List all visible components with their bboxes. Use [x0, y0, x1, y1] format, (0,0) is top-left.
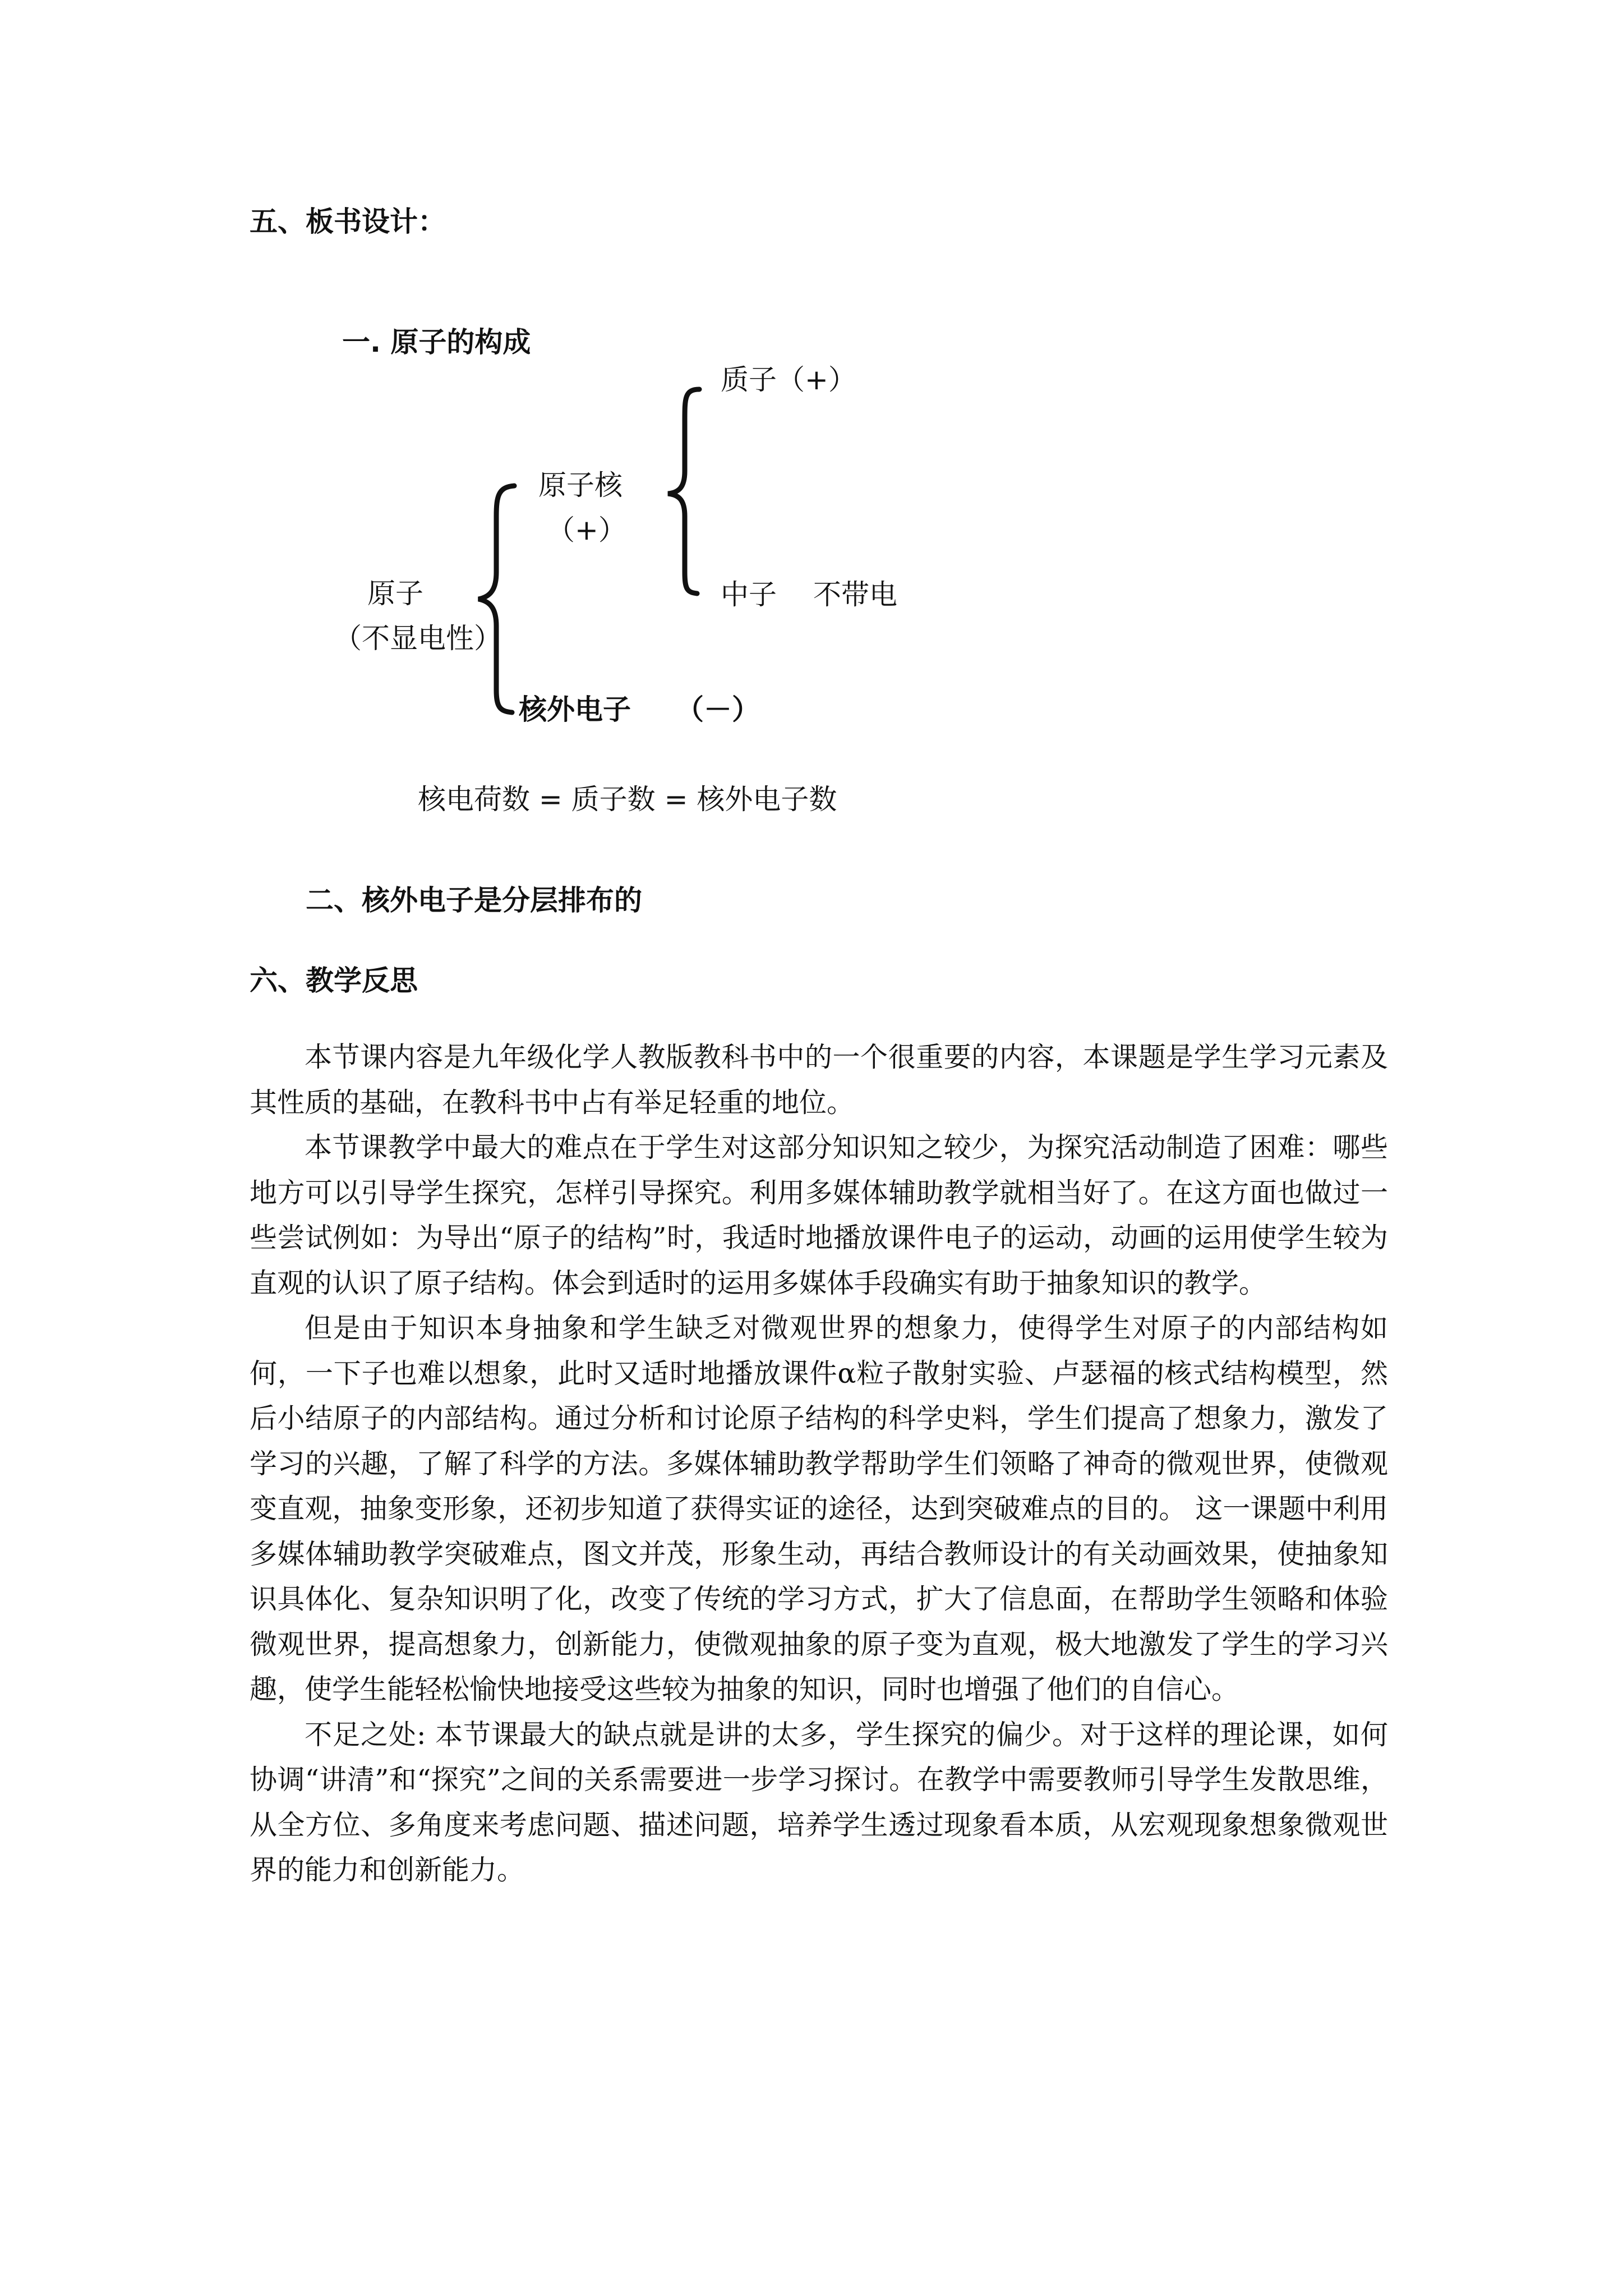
- board-part2-title: 二、核外电子是分层排布的: [306, 884, 642, 917]
- section5-title: 五、板书设计：: [250, 205, 446, 238]
- board-part1-title: 一. 原子的构成: [342, 326, 531, 358]
- section6-title: 六、教学反思: [250, 964, 418, 997]
- nucleus-label: 原子核: [538, 469, 623, 501]
- proton-label: 质子（+）: [721, 364, 856, 396]
- reflection-paragraph: 但是由于知识本身抽象和学生缺乏对微观世界的想象力，使得学生对原子的内部结构如何，一下子也难以想象，此时又适时地播放课件α粒子散射实验、卢瑟福的核式结构模型，然后小结原子的内部结构。通过分析和讨论原子结构的科学史料，学生们提高了想象力，激发了学习的兴趣，了解了科学的方法。多媒体辅助教学帮助学生们领略了神奇的微观世界，使微观变直观，抽象变形象，还初步知道了获得实证的途径，达到突破难点的目的。 这一课题中利用多媒体辅助教学突破难点，图文并茂，形象生动，再结合教师设计的有关动画效果，使抽象知识具体化、复杂知识明了化，改变了传统的学习方式，扩大了信息面，在帮助学生领略和体验微观世界，提高想象力，创新能力，使微观抽象的原子变为直观，极大地激发了学生的学习兴趣，使学生能轻松愉快地接受这些较为抽象的知识，同时也增强了他们的自信心。: [250, 1312, 1388, 1705]
- charge-equation: 核电荷数 = 质子数 = 核外电子数: [418, 783, 837, 816]
- electron-charge-label: （－）: [676, 693, 760, 726]
- reflection-paragraph: 本节课教学中最大的难点在于学生对这部分知识知之较少，为探究活动制造了困难：哪些地方可以引导学生探究，怎样引导探究。利用多媒体辅助教学就相当好了。在这方面也做过一些尝试例如：为导出“原子的结构”时，我适时地播放课件电子的运动，动画的运用使学生较为直观的认识了原子结构。体会到适时的运用多媒体手段确实有助于抽象知识的教学。: [250, 1131, 1388, 1299]
- atom-label: 原子: [367, 577, 423, 610]
- nucleus-brace: [665, 387, 704, 600]
- electron-label: 核外电子: [519, 693, 631, 726]
- reflection-paragraph: 不足之处: 本节课最大的缺点就是讲的太多，学生探究的偏少。对于这样的理论课，如何协调“讲清”和“探究”之间的关系需要进一步学习探讨。在教学中需要教师引导学生发散思维，从全方位、多角度来考虑问题、描述问题，培养学生透过现象看本质，从宏观现象想象微观世界的能力和创新能力。: [250, 1718, 1388, 1886]
- atom-brace: [474, 482, 519, 718]
- nucleus-charge-label: （+）: [547, 514, 626, 546]
- neutron-charge-label: 不带电: [813, 578, 897, 611]
- neutron-label: 中子: [721, 578, 777, 611]
- atom-charge-label: （不显电性）: [334, 622, 502, 655]
- reflection-paragraph: 本节课内容是九年级化学人教版教科书中的一个很重要的内容，本课题是学生学习元素及其性质的基础，在教科书中占有举足轻重的地位。: [250, 1041, 1388, 1119]
- reflection-body: [250, 1035, 1388, 1893]
